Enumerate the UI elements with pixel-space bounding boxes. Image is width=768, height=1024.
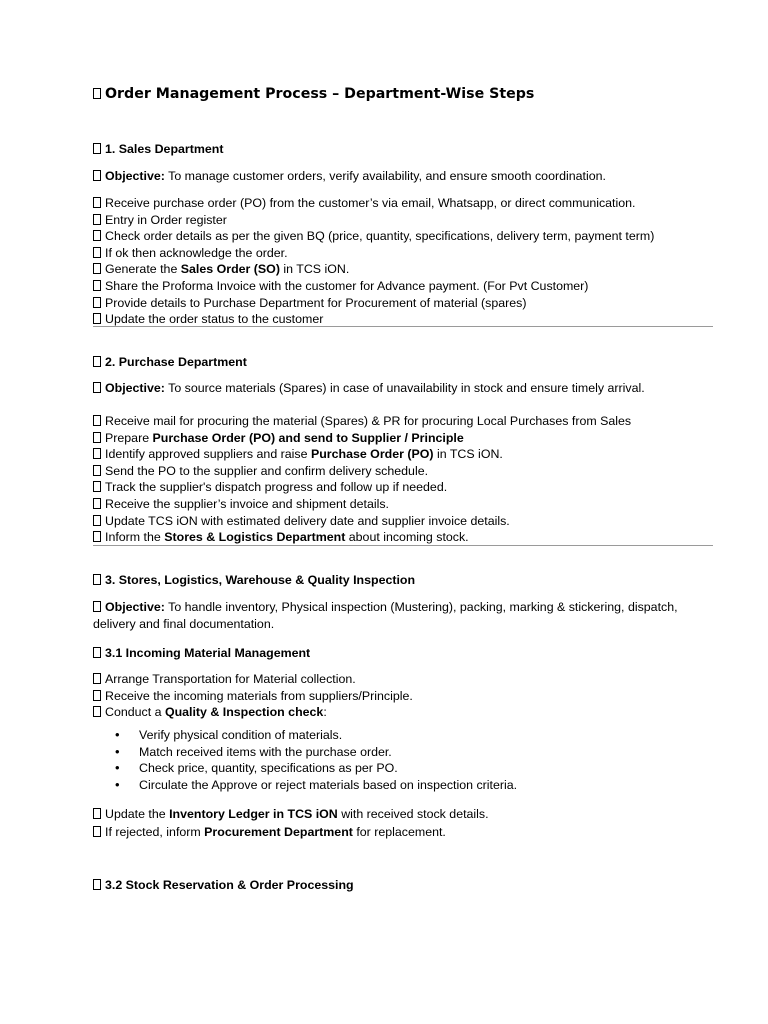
- step-line: If rejected, inform Procurement Department for replacement.: [93, 823, 713, 841]
- missing-glyph-icon: [93, 515, 101, 526]
- missing-glyph-icon: [93, 280, 101, 291]
- missing-glyph-icon: [93, 230, 101, 241]
- list-item: • Match received items with the purchase order.: [93, 744, 713, 761]
- inspection-bullet-list: [93, 727, 713, 793]
- missing-glyph-icon: [93, 263, 101, 274]
- missing-glyph-icon: [93, 574, 101, 585]
- missing-glyph-icon: [93, 601, 101, 612]
- step-line: Receive purchase order (PO) from the customer’s via email, Whatsapp, or direct communication.: [93, 195, 713, 212]
- missing-glyph-icon: [93, 88, 101, 99]
- step-line: Track the supplier's dispatch progress and follow up if needed.: [93, 479, 713, 496]
- missing-glyph-icon: [93, 448, 101, 459]
- steps-incoming: [93, 671, 713, 721]
- missing-glyph-icon: [93, 879, 101, 890]
- step-line: Receive the supplier’s invoice and shipment details.: [93, 496, 713, 513]
- missing-glyph-icon: [93, 465, 101, 476]
- missing-glyph-icon: [93, 214, 101, 225]
- step-line: Inform the Stores & Logistics Department about incoming stock.: [93, 529, 713, 546]
- missing-glyph-icon: [93, 498, 101, 509]
- step-line: Send the PO to the supplier and confirm delivery schedule.: [93, 463, 713, 480]
- steps-purchase: [93, 413, 713, 546]
- objective-sales: Objective: To manage customer orders, verify availability, and ensure smooth coordination.: [93, 168, 713, 185]
- missing-glyph-icon: [93, 673, 101, 684]
- step-line: Generate the Sales Order (SO) in TCS iON.: [93, 261, 713, 278]
- missing-glyph-icon: [93, 415, 101, 426]
- missing-glyph-icon: [93, 432, 101, 443]
- missing-glyph-icon: [93, 247, 101, 258]
- step-line: Receive the incoming materials from suppliers/Principle.: [93, 688, 713, 705]
- missing-glyph-icon: [93, 481, 101, 492]
- step-line: Identify approved suppliers and raise Purchase Order (PO) in TCS iON.: [93, 446, 713, 463]
- document-title: Order Management Process – Department-Wise Steps: [93, 86, 534, 102]
- steps-after-inspection: [93, 805, 713, 841]
- missing-glyph-icon: [93, 808, 101, 819]
- step-line: Prepare Purchase Order (PO) and send to Supplier / Principle: [93, 430, 713, 447]
- section-heading-purchase: 2. Purchase Department: [93, 354, 713, 370]
- step-line: If ok then acknowledge the order.: [93, 245, 713, 262]
- missing-glyph-icon: [93, 170, 101, 181]
- missing-glyph-icon: [93, 382, 101, 393]
- section-divider: [93, 545, 713, 546]
- missing-glyph-icon: [93, 197, 101, 208]
- missing-glyph-icon: [93, 297, 101, 308]
- missing-glyph-icon: [93, 143, 101, 154]
- list-item: • Circulate the Approve or reject materials based on inspection criteria.: [93, 777, 713, 794]
- step-line: Share the Proforma Invoice with the customer for Advance payment. (For Pvt Customer): [93, 278, 713, 295]
- subsection-heading-reservation: 3.2 Stock Reservation & Order Processing: [93, 877, 713, 893]
- section-divider: [93, 326, 713, 327]
- missing-glyph-icon: [93, 706, 101, 717]
- missing-glyph-icon: [93, 313, 101, 324]
- missing-glyph-icon: [93, 531, 101, 542]
- step-line: Conduct a Quality & Inspection check:: [93, 704, 713, 721]
- subsection-heading-incoming: 3.1 Incoming Material Management: [93, 645, 713, 661]
- missing-glyph-icon: [93, 356, 101, 367]
- step-line: Entry in Order register: [93, 212, 713, 229]
- missing-glyph-icon: [93, 647, 101, 658]
- step-line: Arrange Transportation for Material collection.: [93, 671, 713, 688]
- step-line: Check order details as per the given BQ (price, quantity, specifications, delivery term, payment term): [93, 228, 713, 245]
- step-line: Update the Inventory Ledger in TCS iON with received stock details.: [93, 805, 713, 823]
- steps-sales: [93, 195, 713, 328]
- missing-glyph-icon: [93, 826, 101, 837]
- step-line: Provide details to Purchase Department for Procurement of material (spares): [93, 295, 713, 312]
- list-item: • Verify physical condition of materials.: [93, 727, 713, 744]
- objective-stores: Objective: To handle inventory, Physical inspection (Mustering), packing, marking & stickering, dispatch, delivery and final documentation.: [93, 600, 678, 631]
- step-line: Update the order status to the customer: [93, 311, 713, 328]
- step-line: Receive mail for procuring the material (Spares) & PR for procuring Local Purchases from Sales: [93, 413, 713, 430]
- section-heading-sales: 1. Sales Department: [93, 141, 713, 157]
- section-heading-stores: 3. Stores, Logistics, Warehouse & Quality Inspection: [93, 572, 713, 588]
- objective-purchase: Objective: To source materials (Spares) in case of unavailability in stock and ensure timely arrival.: [93, 380, 713, 397]
- step-line: Update TCS iON with estimated delivery date and supplier invoice details.: [93, 513, 713, 530]
- missing-glyph-icon: [93, 690, 101, 701]
- list-item: • Check price, quantity, specifications as per PO.: [93, 760, 713, 777]
